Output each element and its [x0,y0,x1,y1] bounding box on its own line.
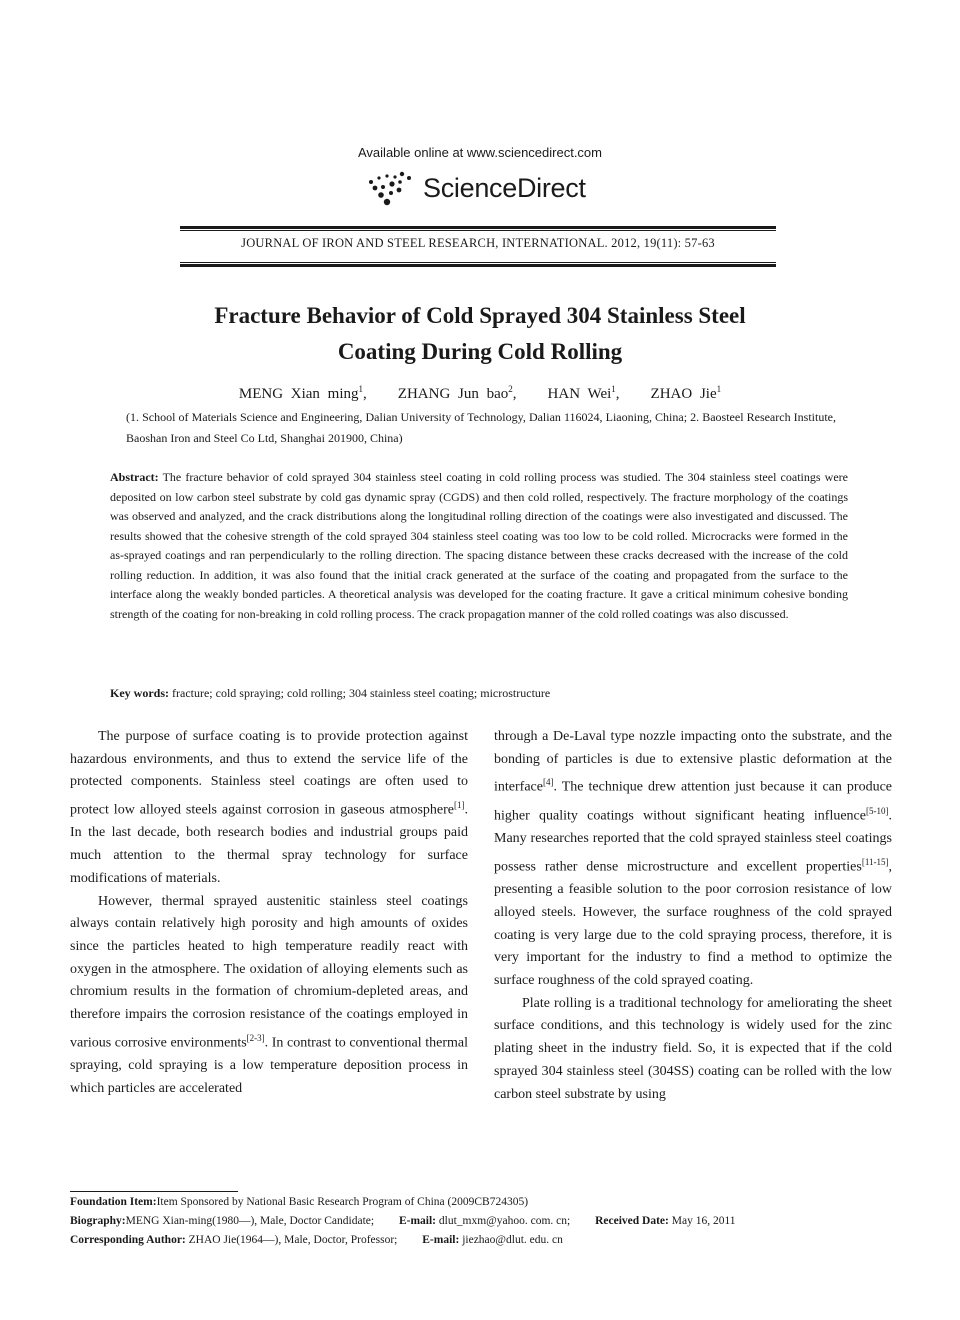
citation: [1] [454,800,465,811]
abstract [110,468,848,624]
author-separator: , [615,386,620,402]
paragraph [70,726,468,891]
footnote-text: MENG Xian-ming(1980—), Male, Doctor Candidate; [125,1215,375,1227]
header-rule-bottom [180,264,776,267]
keywords [110,686,848,701]
footnote-text: May 16, 2011 [671,1215,736,1227]
author-name: MENG Xian ming [238,386,359,402]
footnote-label: Corresponding Author: [70,1234,186,1246]
header-rule-bottom-thin [180,262,776,263]
availability-note: Available online at www.sciencedirect.com [358,145,602,160]
footnote-label: E-mail: [422,1234,460,1246]
author-name: ZHAO Jie [650,386,717,402]
email-address[interactable]: dlut_mxm@yahoo. com. cn; [438,1215,571,1227]
footnote-label: Foundation Item: [70,1196,157,1208]
author-separator: , [512,386,517,402]
body-column-left [70,726,468,1101]
sciencedirect-logo [365,168,586,208]
title-line-2: Coating During Cold Rolling [337,339,623,364]
paragraph-text: . In the last decade, both research bodies and industrial groups paid much attention to the thermal spray technology for surface modifications of materials. [70,802,468,886]
footnote-foundation [70,1196,890,1208]
footnote-label: E-mail: [398,1215,437,1227]
affiliations: (1. School of Materials Science and Engineering, Dalian University of Technology, Dalian 116024, Liaoning, China; 2. Baosteel Research Institute, Baoshan Iron and Steel Co Ltd, Shanghai 201900, China) [126,410,836,445]
header-rule-top-thin [180,230,776,231]
paragraph-text: , presenting a feasible solution to the poor corrosion resistance of low alloyed steels. However, the surface roughness of the cold sprayed coating is very large due to the cold spraying process, therefore, it is very important for the industry to find a method to optimize the surface roughness of the cold sprayed coating. [494,859,892,988]
paragraph-text: . Many researches reported that the cold sprayed stainless steel coatings possess rather dense microstructure and excellent properties [494,808,892,875]
citation: [2-3] [246,1032,265,1043]
citation: [4] [542,777,554,788]
author-affiliation-mark: 1 [358,384,364,394]
title-line-1: Fracture Behavior of Cold Sprayed 304 Stainless Steel [214,303,746,328]
footnote-text: ZHAO Jie(1964—), Male, Doctor, Professor; [188,1234,398,1246]
paragraph: Plate rolling is a traditional technology for ameliorating the sheet surface conditions, and this technology is widely used for the zinc plating sheet in the industry field. So, it is expected that if the cold sprayed 304 stainless steel (304SS) coating can be rolled with the low carbon steel substrate by using [494,995,892,1102]
author-name: HAN Wei [547,386,612,402]
body-column-right [494,726,892,1106]
author-affiliation-mark: 1 [611,384,616,394]
author-affiliation-mark: 1 [716,384,722,394]
paragraph [494,726,892,993]
author-affiliation-mark: 2 [508,384,513,394]
author-list [150,384,810,403]
citation: [11-15] [861,856,889,867]
header-rule-top [180,226,776,229]
footnote-biography [70,1215,890,1227]
keywords-text: fracture; cold spraying; cold rolling; 304 stainless steel coating; microstructure [172,686,551,700]
paragraph-text: through a De-Laval type nozzle impacting onto the substrate, and the bonding of particles is due to extensive plastic deformation at the interface [494,729,892,796]
keywords-label: Key words: [110,686,169,700]
paragraph-text: . In contrast to conventional thermal spraying, cold spraying is a low temperature deposition process in which particles are accelerated [70,1035,468,1096]
footnote-corresponding [70,1234,890,1246]
author-separator: , [363,386,367,402]
author-name: ZHANG Jun bao [397,386,509,402]
footnote-label: Biography: [70,1215,126,1227]
article-title [120,298,840,370]
email-address[interactable]: jiezhao@dlut. edu. cn [462,1234,563,1246]
paragraph-text: . The technique drew attention just because it can produce higher quality coatings without significant heating influence [494,780,892,824]
citation: [5-10] [866,805,889,816]
footnote-label: Received Date: [595,1215,669,1227]
abstract-label: Abstract: [110,470,159,484]
paragraph [70,891,468,1101]
sciencedirect-dots-icon [365,168,421,208]
logo-text: ScienceDirect [423,172,586,203]
footnote-text: Item Sponsored by National Basic Research Program of China (2009CB724305) [156,1196,529,1208]
footnote-rule [70,1191,238,1192]
paragraph-text: The purpose of surface coating is to provide protection against hazardous environments, and thus to extend the service life of the protected components. Stainless steel coatings are often used to protect low alloyed steels against corrosion in gaseous atmosphere [70,729,468,818]
journal-citation: JOURNAL OF IRON AND STEEL RESEARCH, INTERNATIONAL. 2012, 19(11): 57-63 [241,236,715,250]
paragraph-text: However, thermal sprayed austenitic stainless steel coatings always contain relatively high porosity and high amounts of oxides since the particles heated to high temperature readily react with oxygen in the atmosphere. The oxidation of alloying elements such as chromium results in the formation of chromium-depleted areas, and therefore impairs the corrosion resistance of the coatings employed in various corrosive environments [70,893,468,1051]
abstract-text: The fracture behavior of cold sprayed 304 stainless steel coating in cold rolling process was studied. The 304 stainless steel coatings were deposited on low carbon steel substrate by cold gas dynamic spray (CGDS) and then cold rolled, respectively. The fracture morphology of the coatings was observed and analyzed, and the crack distributions along the longitudinal rolling direction of the coatings were also investigated and discussed. The results showed that the cohesive strength of the cold sprayed 304 stainless steel coating was too low to be cold rolled. Microcracks were formed in the as-sprayed coatings and ran perpendicularly to the rolling direction. The spacing distance between these cracks decreased with the increase of the cold rolling reduction. In addition, it was also found that the initial crack generated at the surface of the coating and propagated from the surface to the interface along the weakly bonded particles. A theoretical analysis was developed for the coating fracture. It gave a critical minimum cohesive bonding strength of the coating for non-breaking in cold rolling process. The crack propagation manner of the cold rolled coatings was also discussed. [110,470,848,621]
